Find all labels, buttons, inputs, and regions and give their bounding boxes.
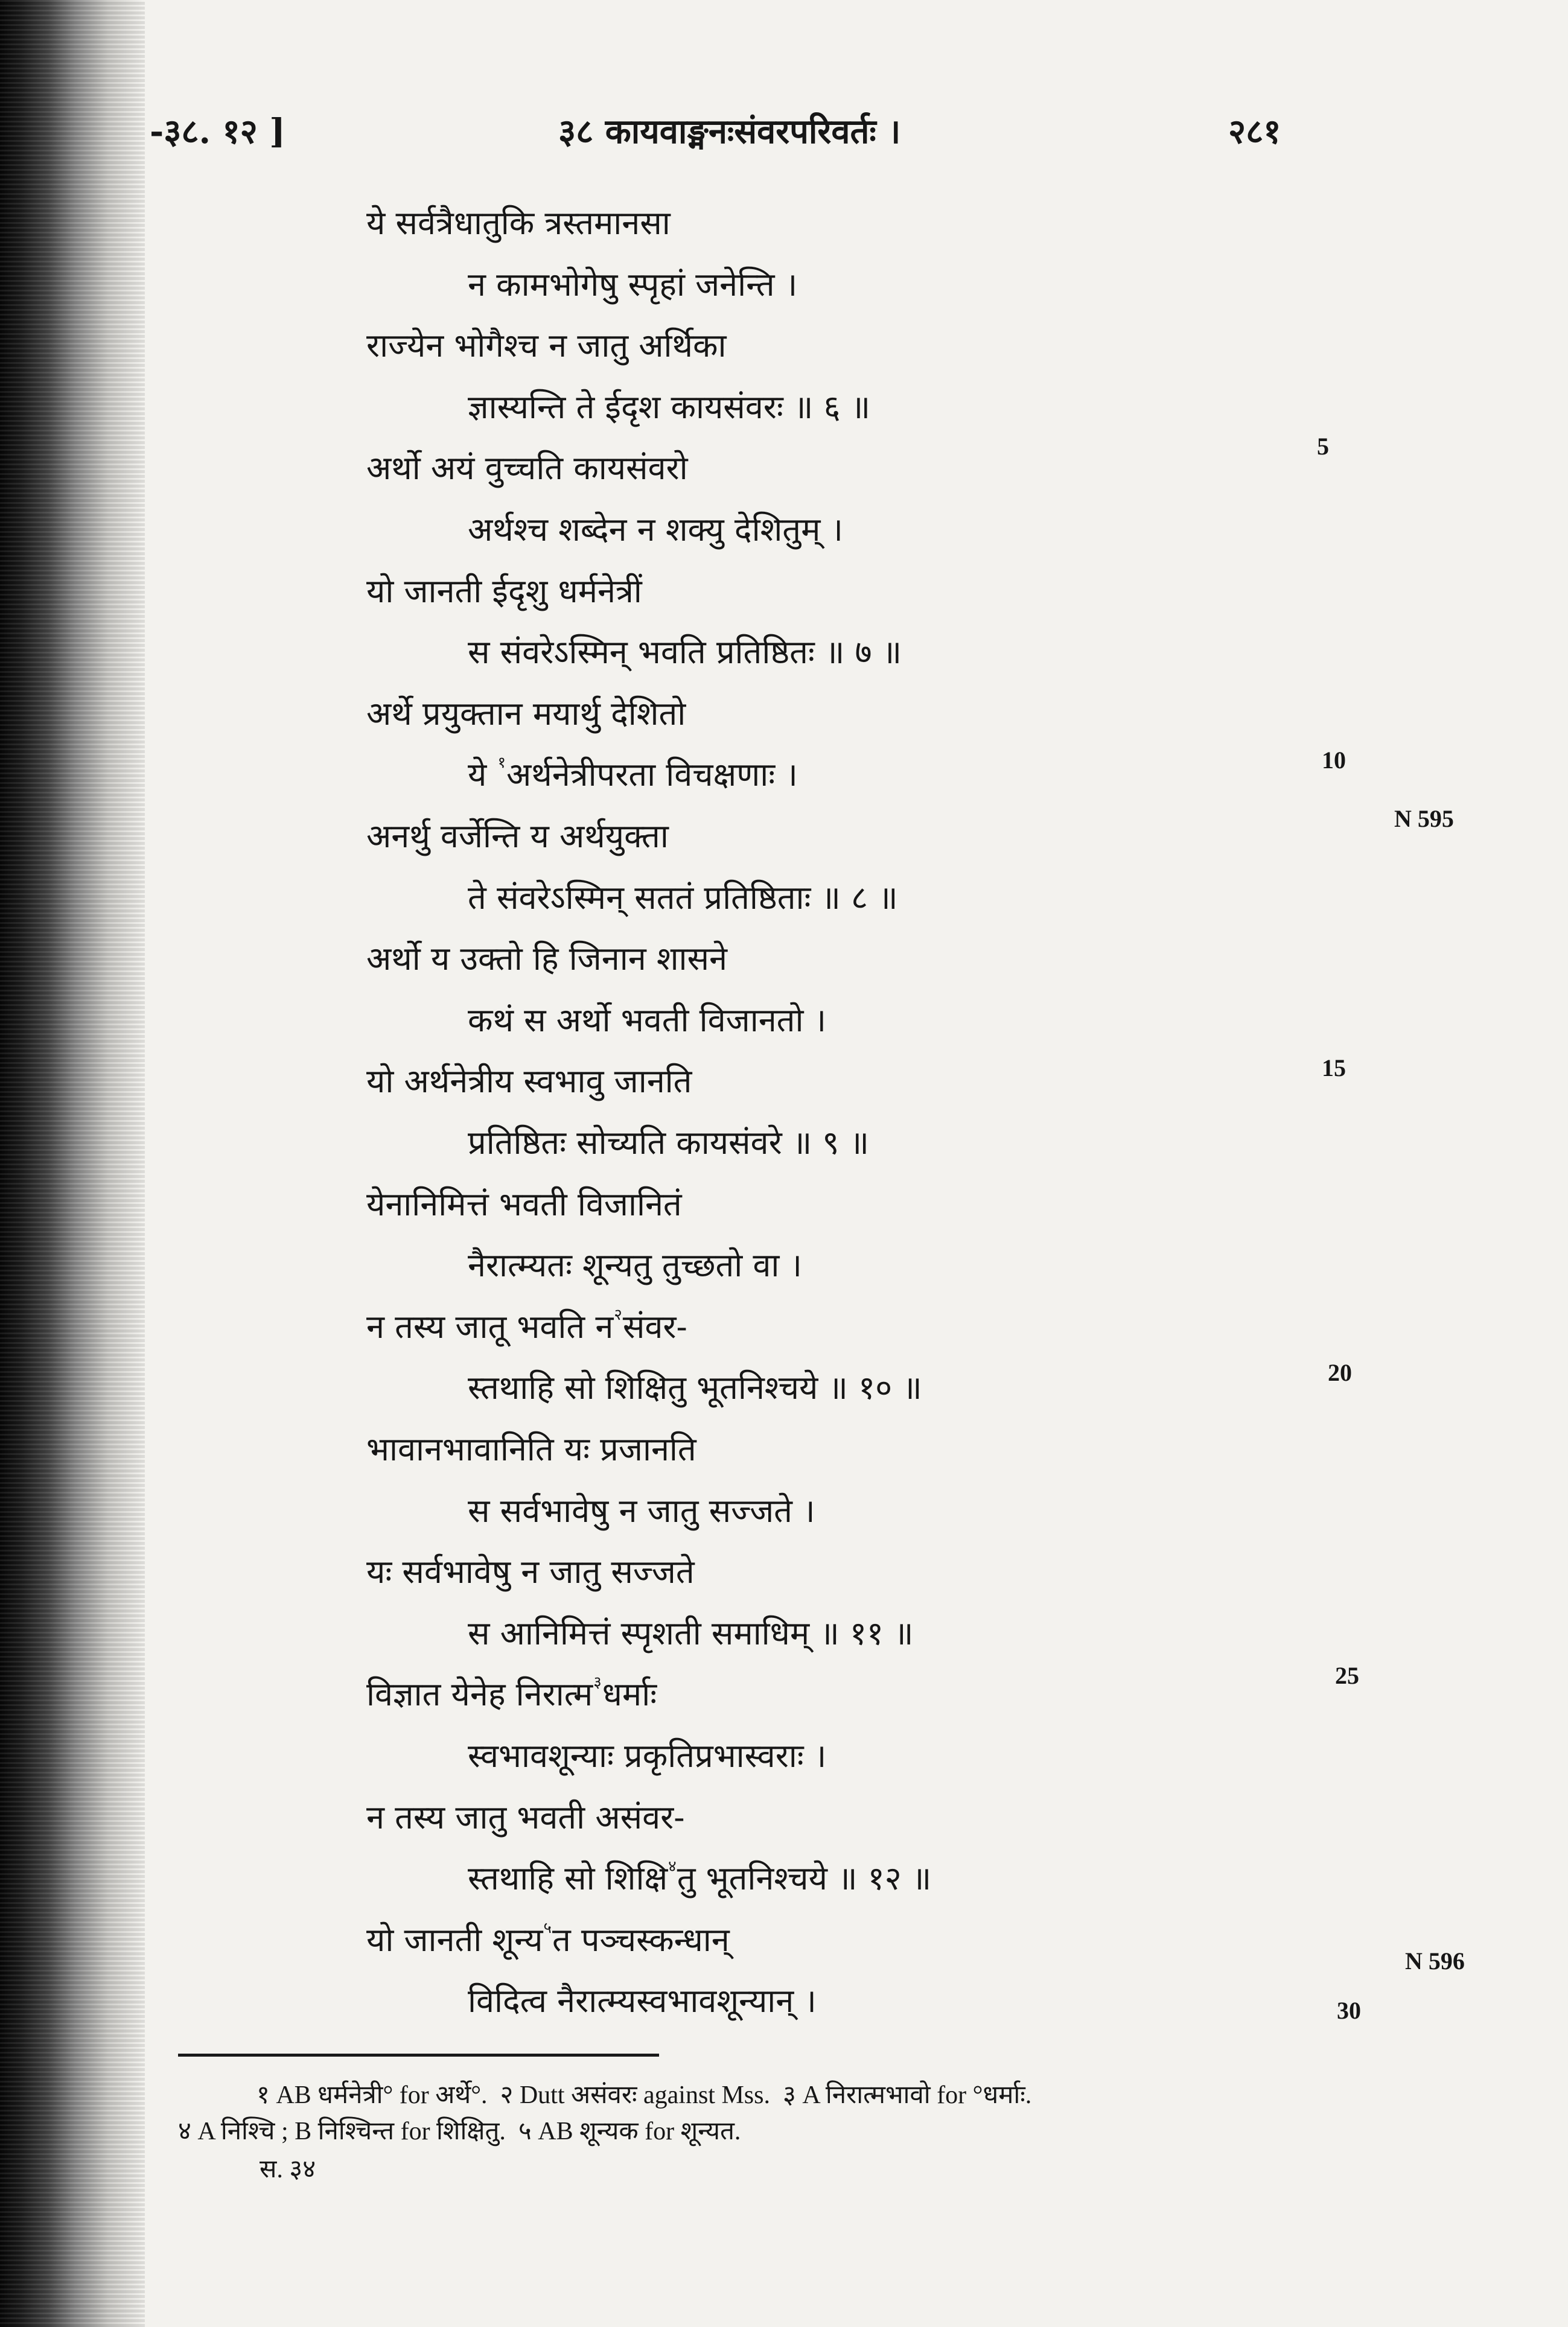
verse-line bbox=[366, 1797, 684, 1839]
verse-text: ज्ञास्यन्ति ते ईदृश कायसंवरः ॥ ६ ॥ bbox=[468, 387, 871, 426]
verse-text: विज्ञात येनेह निरात्म bbox=[366, 1675, 593, 1714]
verse-line bbox=[366, 202, 671, 244]
verse-text: तु भूतनिश्चये ॥ १२ ॥ bbox=[677, 1859, 932, 1898]
scan-binding-shadow bbox=[0, 0, 145, 2327]
verse-line bbox=[468, 754, 798, 802]
verse-line bbox=[366, 815, 669, 858]
verse-line bbox=[366, 1060, 692, 1103]
margin-line-number: 15 bbox=[1322, 1054, 1346, 1081]
verse-text: यो जानती ईदृशु धर्मनेत्रीं bbox=[366, 571, 642, 610]
footnote-marker: ४ bbox=[668, 1857, 677, 1876]
footnote-marker: ५ bbox=[543, 1918, 552, 1937]
verse-text: अर्थे प्रयुक्तान मयार्थु देशितो bbox=[366, 694, 686, 733]
verse-text: ते संवरेऽस्मिन् सततं प्रतिष्ठिताः ॥ ८ ॥ bbox=[468, 878, 898, 917]
verse-text: ये सर्वत्रैधातुकि त्रस्तमानसा bbox=[366, 204, 671, 242]
verse-text: न तस्य जातु भवती असंवर- bbox=[366, 1798, 685, 1836]
footnote-marker: ३ bbox=[593, 1673, 602, 1692]
footnote-rule bbox=[178, 2054, 659, 2057]
verse-line bbox=[468, 509, 843, 551]
verse-text: यः सर्वभावेषु न जातु सज्जते bbox=[366, 1553, 695, 1591]
margin-line-number: 10 bbox=[1322, 746, 1346, 774]
verse-text: अर्थो य उक्तो हि जिनान शासने bbox=[366, 940, 728, 978]
verse-line bbox=[468, 1857, 931, 1906]
footnote-marker: २ bbox=[614, 1305, 622, 1324]
margin-line-number: 25 bbox=[1335, 1662, 1359, 1689]
verse-text: स आनिमित्तं स्पृशती समाधिम् ॥ ११ ॥ bbox=[468, 1614, 914, 1652]
verse-text: अनर्थु वर्जेन्ति य अर्थयुक्ता bbox=[366, 817, 669, 855]
printer-signature-mark: स. ३४ bbox=[260, 2156, 316, 2183]
verse-text: स्तथाहि सो शिक्षितु भूतनिश्चये ॥ १० ॥ bbox=[468, 1369, 922, 1407]
verse-text: यो जानती शून्य bbox=[366, 1920, 543, 1959]
verse-line bbox=[468, 1612, 914, 1655]
verse-text: अर्थश्च शब्देन न शक्यु देशितुम् । bbox=[468, 511, 843, 549]
verse-text: धर्माः bbox=[602, 1675, 657, 1714]
verse-line bbox=[366, 938, 727, 980]
manuscript-page-ref: N 596 bbox=[1405, 1947, 1465, 1975]
verse-line bbox=[366, 1551, 695, 1593]
verse-line bbox=[366, 1673, 657, 1722]
margin-line-number: 20 bbox=[1328, 1359, 1352, 1386]
verse-line bbox=[468, 386, 870, 428]
verse-line bbox=[468, 1980, 817, 2022]
running-title: ३८ कायवाङ्मनःसंवरपरिवर्तः । bbox=[558, 112, 901, 151]
verse-line bbox=[468, 877, 898, 919]
verse-text: कथं स अर्थो भवती विजानतो । bbox=[468, 1001, 827, 1039]
footnote-marker: १ bbox=[497, 754, 506, 772]
margin-line-number: 5 bbox=[1317, 433, 1329, 460]
verse-text: भावानभावानिति यः प्रजानति bbox=[366, 1430, 696, 1468]
verse-text: प्रतिष्ठितः सोच्यति कायसंवरे ॥ ९ ॥ bbox=[468, 1124, 869, 1162]
verse-text: विदित्व नैरात्म्यस्वभावशून्यान् । bbox=[468, 1982, 817, 2020]
verse-text: स्तथाहि सो शिक्षि bbox=[468, 1859, 668, 1898]
section-reference: -३८. १२ ] bbox=[150, 112, 285, 151]
verse-text: अर्थो अयं वुच्चति कायसंवरो bbox=[366, 449, 688, 488]
verse-text: नैरात्म्यतः शून्यतु तुच्छतो वा । bbox=[468, 1246, 803, 1285]
verse-line bbox=[468, 1367, 922, 1409]
verse-line bbox=[366, 1306, 687, 1354]
verse-line bbox=[366, 1428, 696, 1471]
verse-line bbox=[468, 1735, 826, 1777]
verse-text: संवर- bbox=[622, 1307, 687, 1346]
verse-text: स संवरेऽस्मिन् भवति प्रतिष्ठितः ॥ ७ ॥ bbox=[468, 633, 902, 672]
footnote-line: १ AB धर्मनेत्री° for अर्थे°. २ Dutt असंवरः against Mss. ३ A निरात्मभावो for °धर्माः. bbox=[257, 2081, 1032, 2109]
verse-text: न कामभोगेषु स्पृहां जनेन्ति । bbox=[468, 265, 798, 304]
verse-text: न तस्य जातू भवति न bbox=[366, 1307, 614, 1346]
verse-text: येनानिमित्तं भवती विजानितं bbox=[366, 1185, 682, 1223]
verse-text: स्वभावशून्याः प्रकृतिप्रभास्वराः । bbox=[468, 1737, 827, 1775]
verse-line bbox=[468, 1490, 815, 1532]
verse-line bbox=[366, 1919, 730, 1967]
verse-text: त पञ्चस्कन्धान् bbox=[552, 1920, 730, 1959]
verse-text: अर्थनेत्रीपरता विचक्षणाः । bbox=[506, 756, 798, 794]
verse-line bbox=[366, 693, 686, 735]
verse-text: यो अर्थनेत्रीय स्वभावु जानति bbox=[366, 1062, 692, 1101]
verse-line bbox=[468, 999, 826, 1042]
page-number: २८१ bbox=[1228, 112, 1281, 151]
verse-line bbox=[366, 447, 688, 489]
footnote-line: ४ A निश्चि ; B निश्चिन्त for शिक्षितु. ५ AB शून्यक for शून्यत. bbox=[178, 2118, 741, 2145]
verse-text: राज्येन भोगैश्च न जातु अर्थिका bbox=[366, 326, 727, 365]
verse-line bbox=[468, 1244, 802, 1287]
verse-line bbox=[468, 631, 902, 673]
verse-text: ये bbox=[468, 756, 497, 794]
verse-text: स सर्वभावेषु न जातु सज्जते । bbox=[468, 1491, 815, 1530]
verse-line bbox=[366, 325, 727, 367]
verse-line bbox=[468, 264, 797, 306]
manuscript-page-ref: N 595 bbox=[1394, 805, 1454, 832]
verse-line bbox=[468, 1122, 869, 1164]
margin-line-number: 30 bbox=[1337, 1997, 1361, 2024]
verse-line bbox=[366, 570, 642, 613]
verse-line bbox=[366, 1183, 682, 1226]
